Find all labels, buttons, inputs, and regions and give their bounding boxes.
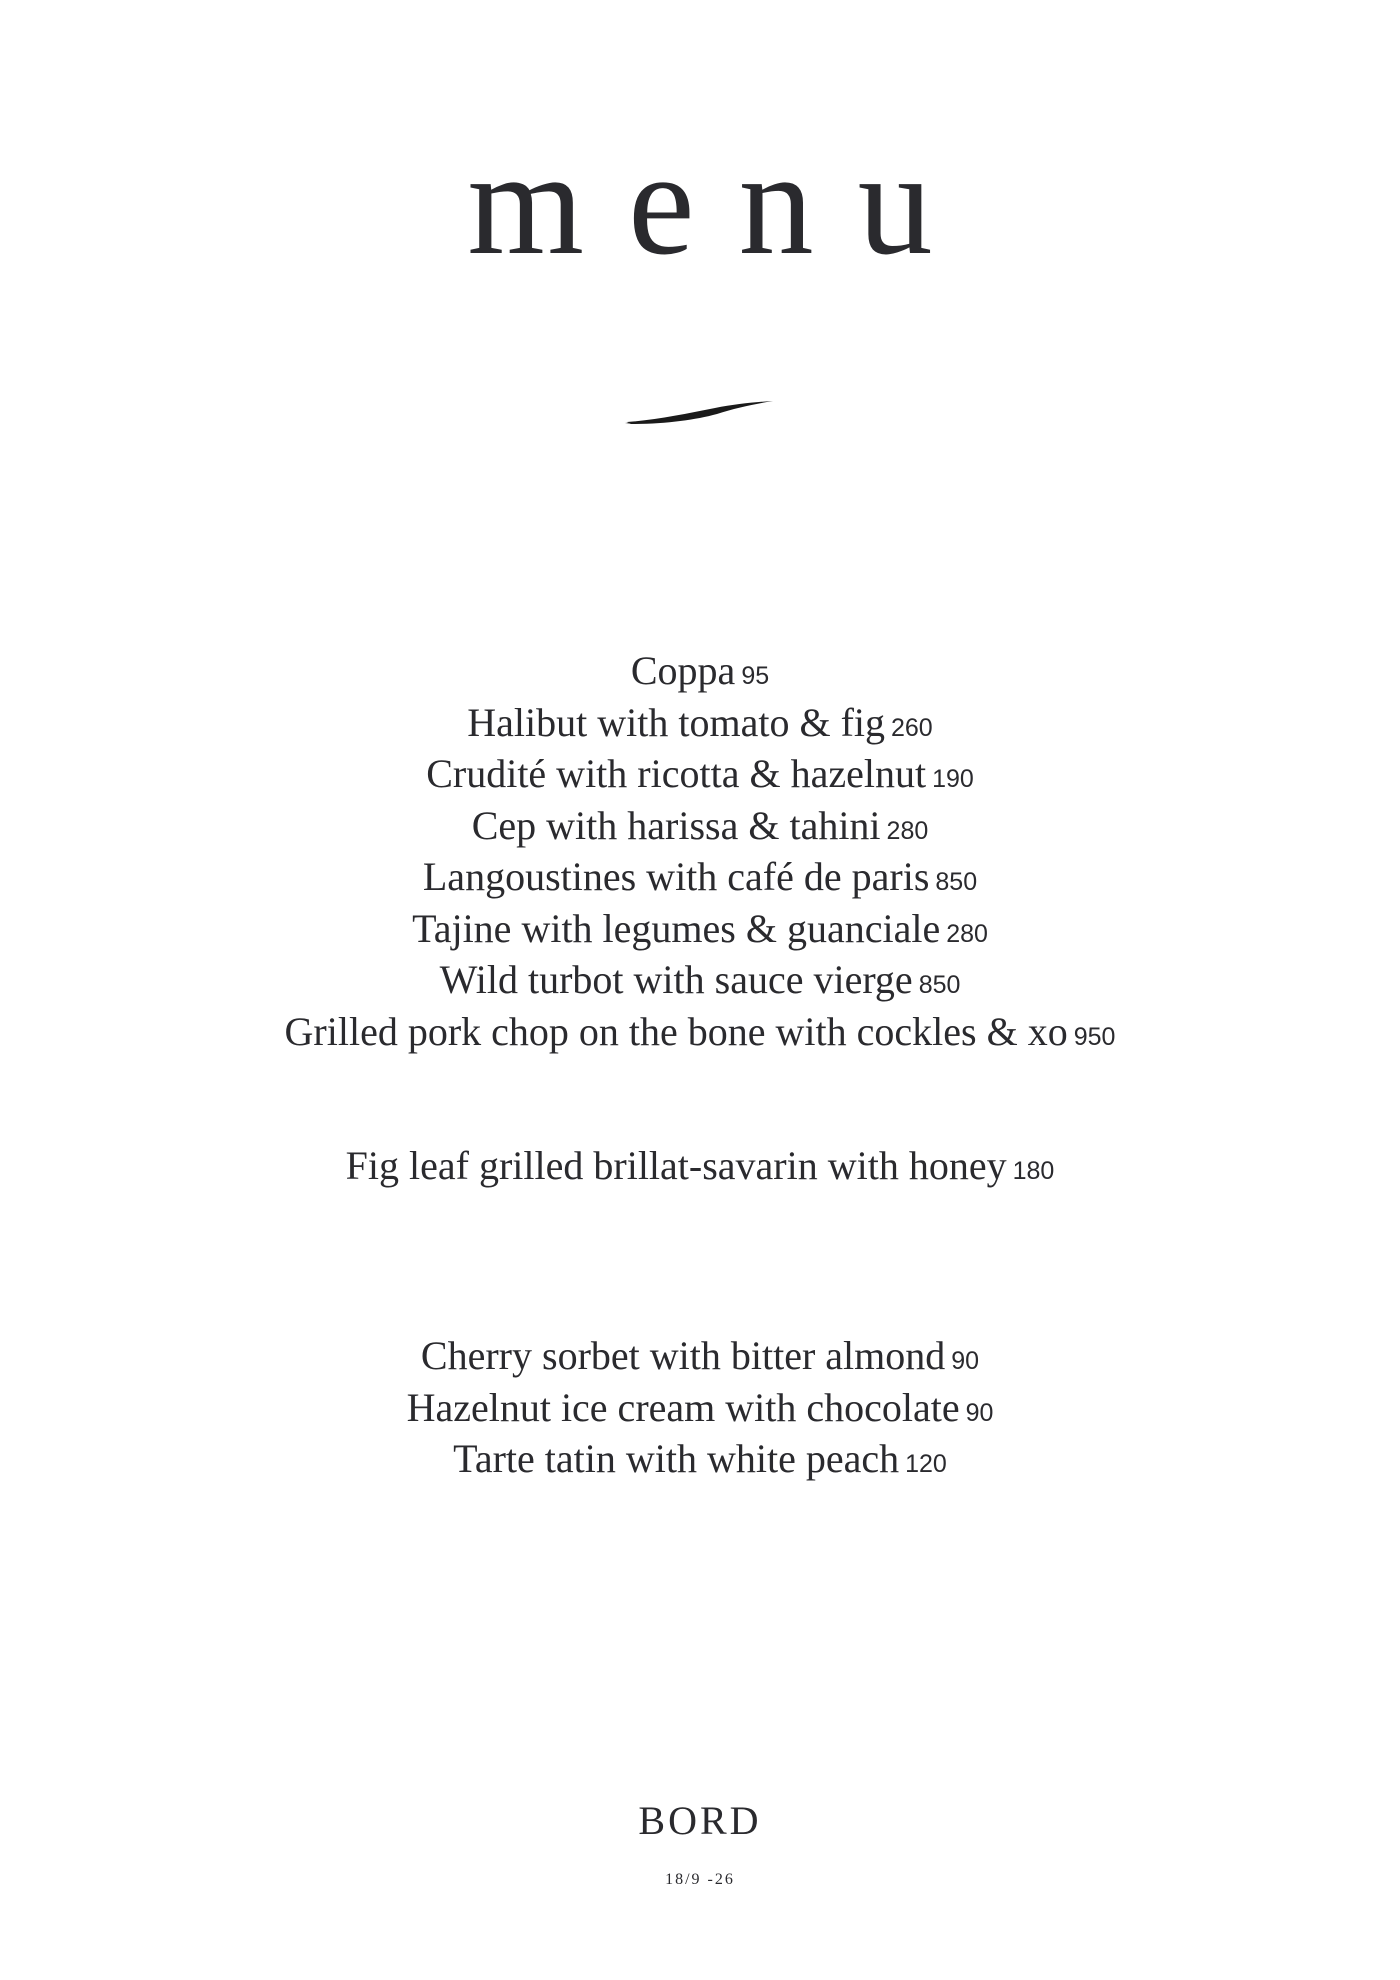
menu-item <box>0 1385 1400 1437</box>
menu-item-price: 90 <box>951 1347 980 1375</box>
menu-item-name: Fig leaf grilled brillat-savarin with honey <box>345 1143 1007 1188</box>
menu-item-price: 280 <box>886 816 929 845</box>
menu-item <box>0 906 1400 958</box>
mains-section <box>0 648 1400 1060</box>
menu-item-price: 190 <box>932 765 974 793</box>
menu-item-name: Crudité with ricotta & hazelnut <box>426 751 927 796</box>
menu-item <box>0 648 1400 700</box>
menu-item <box>0 700 1400 752</box>
menu-item-price: 950 <box>1073 1022 1116 1051</box>
menu-item-price: 280 <box>946 919 988 948</box>
menu-item-name: Cep with harissa & tahini <box>471 802 881 848</box>
menu-item-price: 850 <box>935 868 978 896</box>
menu-item <box>0 751 1400 803</box>
menu-item-name: Wild turbot with sauce vierge <box>439 957 913 1002</box>
menu-item-price: 90 <box>965 1398 994 1427</box>
menu-item <box>0 1143 1400 1195</box>
desserts-section <box>0 1333 1400 1488</box>
menu-date: 18/9 -26 <box>665 1871 735 1888</box>
menu-item-name: Grilled pork chop on the bone with cockles & xo <box>284 1008 1068 1054</box>
menu-item <box>0 1009 1400 1061</box>
menu-item-price: 260 <box>891 713 933 742</box>
menu-item-name: Cherry sorbet with bitter almond <box>420 1333 946 1378</box>
menu-item-price: 120 <box>905 1450 947 1478</box>
brush-stroke-divider-icon <box>625 398 775 428</box>
menu-item <box>0 957 1400 1009</box>
restaurant-brand: BORD <box>638 1798 762 1843</box>
menu-item-name: Hazelnut ice cream with chocolate <box>406 1384 960 1430</box>
cheese-section <box>0 1143 1400 1195</box>
menu-item <box>0 1436 1400 1488</box>
menu-item-price: 95 <box>741 662 770 690</box>
menu-item-price: 180 <box>1012 1157 1055 1185</box>
menu-item <box>0 854 1400 906</box>
menu-item-name: Halibut with tomato & fig <box>467 699 885 745</box>
menu-item <box>0 803 1400 855</box>
menu-item-name: Tarte tatin with white peach <box>453 1436 900 1481</box>
menu-item-name: Tajine with legumes & guanciale <box>412 905 941 951</box>
menu-item <box>0 1333 1400 1385</box>
page-title: menu <box>467 120 977 286</box>
menu-item-name: Coppa <box>630 648 736 693</box>
menu-item-price: 850 <box>918 971 961 999</box>
menu-item-name: Langoustines with café de paris <box>422 854 930 899</box>
